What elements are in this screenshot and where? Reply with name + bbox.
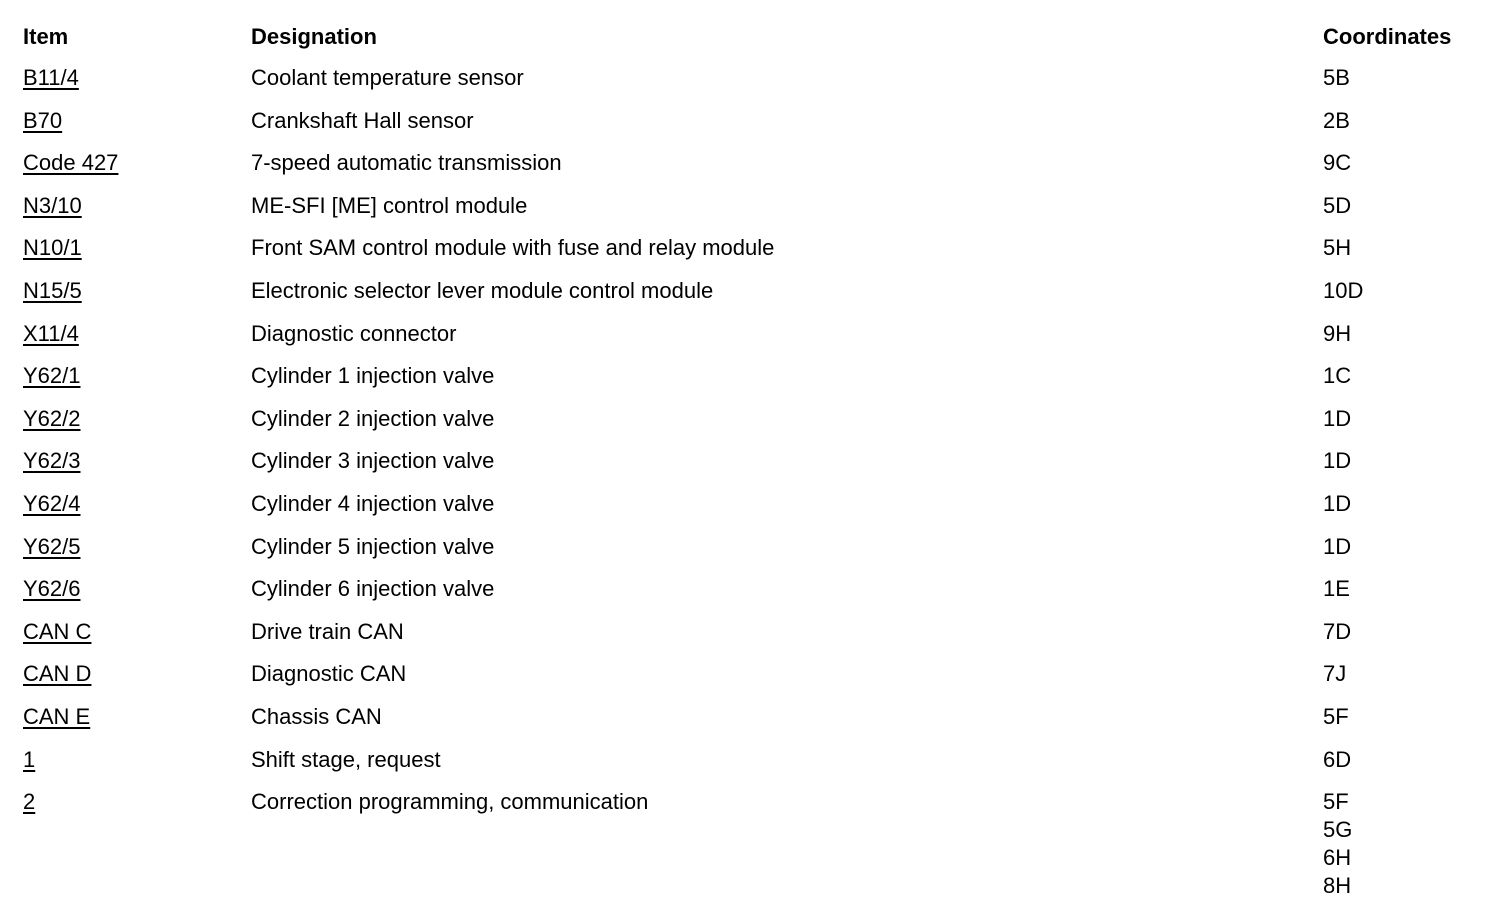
- coordinates-text: [1323, 447, 1351, 475]
- coordinates-text: [1323, 618, 1351, 646]
- header-item: Item: [23, 24, 69, 49]
- item-link[interactable]: CAN D: [23, 661, 92, 687]
- table-row: [0, 618, 1504, 661]
- designation-text: Chassis CAN: [251, 703, 382, 729]
- coordinate-value: 9C: [1323, 150, 1352, 176]
- header-designation: Designation: [251, 24, 377, 49]
- header-coordinates: Coordinates: [1323, 24, 1452, 49]
- designation-text: Drive train CAN: [251, 618, 404, 644]
- coordinates-text: [1323, 405, 1351, 433]
- coordinate-value: 8H: [1323, 873, 1352, 899]
- item-link[interactable]: X11/4: [23, 320, 79, 346]
- designation-text: Crankshaft Hall sensor: [251, 107, 474, 133]
- table-row: [0, 447, 1504, 490]
- coordinates-text: [1323, 107, 1350, 135]
- item-link[interactable]: 2: [23, 789, 36, 815]
- coordinate-value: 7J: [1323, 661, 1347, 687]
- coordinate-value: 9H: [1323, 320, 1352, 346]
- table-row: [0, 362, 1504, 405]
- table-row: [0, 277, 1504, 320]
- designation-text: Electronic selector lever module control module: [251, 277, 714, 303]
- coordinates-text: [1323, 149, 1351, 177]
- coordinates-text: [1323, 277, 1363, 305]
- coordinate-value: 1D: [1323, 448, 1352, 474]
- table-row: [0, 64, 1504, 107]
- item-link[interactable]: N3/10: [23, 192, 82, 218]
- item-link[interactable]: Y62/4: [23, 490, 81, 516]
- item-link[interactable]: B70: [23, 107, 63, 133]
- designation-text: Diagnostic connector: [251, 320, 457, 346]
- item-link[interactable]: CAN C: [23, 618, 92, 644]
- designation-text: Cylinder 1 injection valve: [251, 363, 495, 389]
- designation-text: Diagnostic CAN: [251, 661, 407, 687]
- designation-text: 7-speed automatic transmission: [251, 150, 562, 176]
- designation-text: Front SAM control module with fuse and relay module: [251, 235, 775, 261]
- item-link[interactable]: Y62/1: [23, 363, 81, 389]
- table-row: [0, 703, 1504, 746]
- designation-text: Coolant temperature sensor: [251, 65, 524, 90]
- item-link[interactable]: Y62/6: [23, 576, 81, 602]
- designation-text: Correction programming, communication: [251, 789, 649, 815]
- coordinates-text: [1323, 320, 1351, 348]
- coordinate-value: 5B: [1323, 65, 1350, 90]
- table-body: [0, 64, 1504, 899]
- coordinate-value: 6D: [1323, 746, 1352, 772]
- table-row: [0, 788, 1504, 899]
- coordinate-value: 1D: [1323, 490, 1352, 516]
- designation-text: Cylinder 3 injection valve: [251, 448, 495, 474]
- item-link[interactable]: Y62/2: [23, 405, 81, 431]
- table-row: [0, 746, 1504, 789]
- item-link[interactable]: Y62/3: [23, 448, 81, 474]
- coordinate-value: 10D: [1323, 277, 1364, 303]
- coordinates-text: [1323, 533, 1351, 561]
- coordinates-text: [1323, 234, 1351, 262]
- coordinates-text: [1323, 703, 1349, 731]
- table-row: [0, 660, 1504, 703]
- designation-text: Shift stage, request: [251, 746, 441, 772]
- coordinates-text: [1323, 660, 1346, 688]
- table-row: [0, 149, 1504, 192]
- coordinate-value: 5H: [1323, 235, 1352, 261]
- designation-text: Cylinder 4 injection valve: [251, 490, 495, 516]
- coordinate-value: 5G: [1323, 817, 1353, 843]
- coordinate-value: 6H: [1323, 845, 1352, 871]
- item-link[interactable]: N15/5: [23, 277, 82, 303]
- coordinate-value: 5F: [1323, 789, 1349, 815]
- item-link[interactable]: Code 427: [23, 150, 119, 176]
- coordinate-value: 1E: [1323, 576, 1350, 602]
- coordinates-text: [1323, 575, 1350, 603]
- item-link[interactable]: N10/1: [23, 235, 82, 261]
- table-row: [0, 575, 1504, 618]
- coordinate-value: 5D: [1323, 192, 1352, 218]
- coordinates-text: [1323, 490, 1351, 518]
- designation-text: Cylinder 5 injection valve: [251, 533, 495, 559]
- coordinate-value: 1D: [1323, 405, 1352, 431]
- item-link[interactable]: Y62/5: [23, 533, 81, 559]
- coordinates-text: [1323, 788, 1352, 900]
- coordinate-value: 7D: [1323, 618, 1352, 644]
- table-row: [0, 192, 1504, 235]
- table-row: [0, 405, 1504, 448]
- table-row: [0, 107, 1504, 150]
- coordinates-text: [1323, 64, 1350, 92]
- table-row: [0, 533, 1504, 576]
- coordinate-value: 1D: [1323, 533, 1352, 559]
- coordinates-text: [1323, 362, 1351, 390]
- item-link[interactable]: CAN E: [23, 703, 91, 729]
- coordinates-text: [1323, 192, 1351, 220]
- designation-text: Cylinder 6 injection valve: [251, 576, 495, 602]
- table-row: [0, 320, 1504, 363]
- table-header: [0, 23, 1504, 51]
- table-row: [0, 490, 1504, 533]
- item-link[interactable]: B11/4: [23, 65, 79, 90]
- designation-text: ME-SFI [ME] control module: [251, 192, 528, 218]
- designation-text: Cylinder 2 injection valve: [251, 405, 495, 431]
- coordinate-value: 2B: [1323, 107, 1350, 133]
- table-row: [0, 234, 1504, 277]
- item-link[interactable]: 1: [23, 746, 36, 772]
- coordinate-value: 5F: [1323, 703, 1349, 729]
- coordinates-text: [1323, 746, 1351, 774]
- coordinate-value: 1C: [1323, 363, 1352, 389]
